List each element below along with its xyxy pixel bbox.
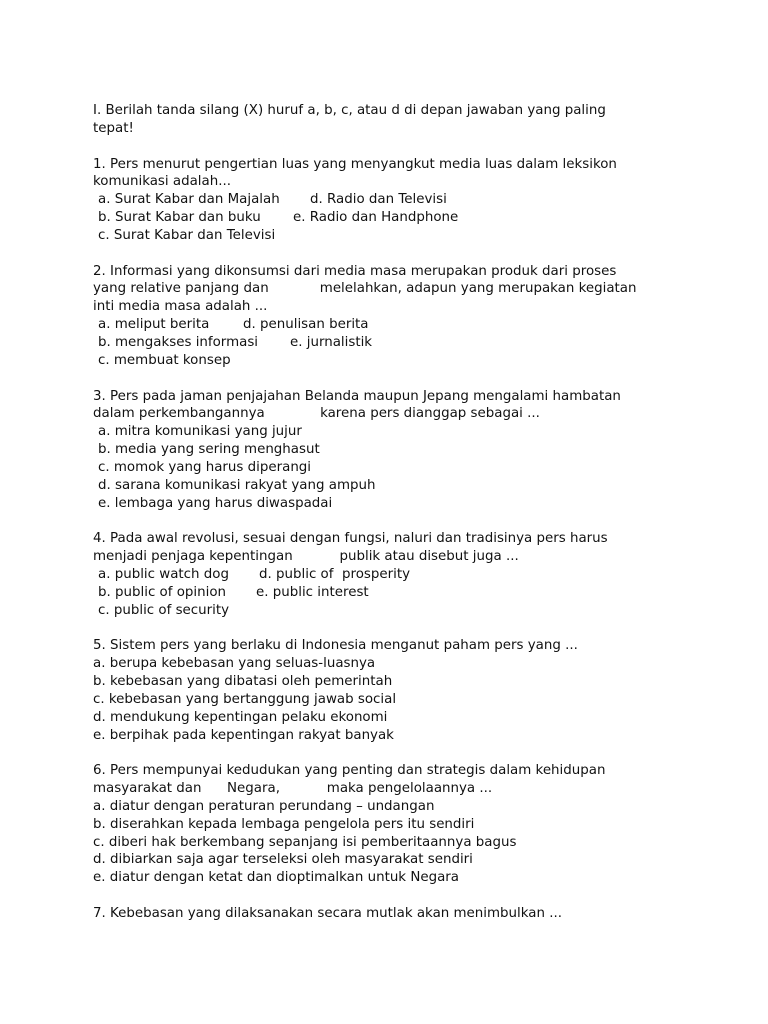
question-6-option-e: e. diatur dengan ketat dan dioptimalkan untuk Negara	[93, 870, 459, 886]
question-4-option-c: c. public of security	[98, 602, 230, 618]
question-2-option-row	[93, 334, 743, 352]
question-3-option-a: a. mitra komunikasi yang jujur	[98, 424, 302, 440]
question-3	[93, 388, 743, 513]
question-6-option-a: a. diatur dengan peraturan perundang – undangan	[93, 798, 435, 814]
question-5-option-a: a. berupa kebebasan yang seluas-luasnya	[93, 656, 376, 672]
instruction-line-1: I. Berilah tanda silang (X) huruf a, b, c, atau d di depan jawaban yang paling	[93, 103, 606, 118]
question-3-option-d: d. sarana komunikasi rakyat yang ampuh	[98, 477, 376, 493]
question-2-stem-line: 2. Informasi yang dikonsumsi dari media masa merupakan produk dari proses	[93, 263, 617, 279]
question-3-option-b: b. media yang sering menghasut	[98, 442, 320, 458]
question-6-stem-line: 6. Pers mempunyai kedudukan yang penting dan strategis dalam kehidupan	[93, 763, 606, 779]
question-3-option-e: e. lembaga yang harus diwaspadai	[98, 495, 333, 511]
question-4-stem-line: 4. Pada awal revolusi, sesuai dengan fungsi, naluri dan tradisinya pers harus	[93, 531, 608, 547]
question-1-option-row	[93, 209, 743, 227]
question-2-option-d: d. penulisan berita	[243, 317, 369, 333]
question-6-option-b: b. diserahkan kepada lembaga pengelola pers itu sendiri	[93, 816, 475, 832]
question-4-option-row	[93, 584, 743, 602]
question-2-stem-line: inti media masa adalah ...	[93, 299, 268, 315]
question-1-option-e: e. Radio dan Handphone	[293, 210, 459, 226]
question-4	[93, 530, 743, 619]
question-5-option-b: b. kebebasan yang dibatasi oleh pemerintah	[93, 674, 393, 689]
question-1	[93, 156, 743, 245]
question-6-option-c: c. diberi hak berkembang sepanjang isi pemberitaannya bagus	[93, 834, 517, 850]
question-1-option-b: b. Surat Kabar dan buku	[98, 210, 261, 226]
question-1-option-d: d. Radio dan Televisi	[310, 192, 447, 208]
question-7	[93, 905, 743, 923]
question-2-option-row	[93, 316, 743, 334]
question-2-option-e: e. jurnalistik	[290, 334, 373, 350]
question-5-option-c: c. kebebasan yang bertanggung jawab social	[93, 691, 397, 707]
question-4-option-a: a. public watch dog	[98, 566, 229, 582]
question-3-stem-line: 3. Pers pada jaman penjajahan Belanda maupun Jepang mengalami hambatan	[93, 388, 621, 404]
question-2	[93, 263, 743, 370]
question-4-option-d: d. public of prosperity	[259, 566, 410, 582]
question-2-option-b: b. mengakses informasi	[98, 334, 259, 350]
question-5-stem-line: 5. Sistem pers yang berlaku di Indonesia menganut paham pers yang ...	[93, 638, 578, 654]
question-4-option-row	[93, 566, 743, 584]
question-1-option-a: a. Surat Kabar dan Majalah	[98, 192, 280, 208]
question-2-option-c: c. membuat konsep	[98, 352, 231, 368]
question-sheet	[93, 102, 743, 923]
question-6	[93, 762, 743, 887]
question-6-option-d: d. dibiarkan saja agar terseleksi oleh masyarakat sendiri	[93, 852, 473, 868]
question-6-stem-line: masyarakat dan Negara, maka pengelolaannya ...	[93, 781, 493, 797]
question-4-option-e: e. public interest	[256, 584, 369, 600]
question-4-stem-line: menjadi penjaga kepentingan publik atau disebut juga ...	[93, 549, 519, 565]
question-5	[93, 637, 743, 744]
question-3-option-c: c. momok yang harus diperangi	[98, 459, 312, 475]
question-2-option-a: a. meliput berita	[98, 317, 210, 333]
question-1-option-row	[93, 191, 743, 209]
question-5-option-d: d. mendukung kepentingan pelaku ekonomi	[93, 709, 388, 725]
question-1-stem-line: 1. Pers menurut pengertian luas yang menyangkut media luas dalam leksikon	[93, 156, 617, 172]
question-3-stem-line: dalam perkembangannya karena pers dianggap sebagai ...	[93, 406, 540, 422]
question-1-stem-line: komunikasi adalah...	[93, 174, 231, 190]
instruction-line-2: tepat!	[93, 120, 134, 136]
question-1-option-c: c. Surat Kabar dan Televisi	[98, 227, 276, 243]
question-2-stem-line: yang relative panjang dan melelahkan, adapun yang merupakan kegiatan	[93, 281, 637, 297]
question-4-option-b: b. public of opinion	[98, 584, 227, 600]
question-7-stem-line: 7. Kebebasan yang dilaksanakan secara mutlak akan menimbulkan ...	[93, 905, 562, 921]
question-5-option-e: e. berpihak pada kepentingan rakyat banyak	[93, 727, 394, 743]
